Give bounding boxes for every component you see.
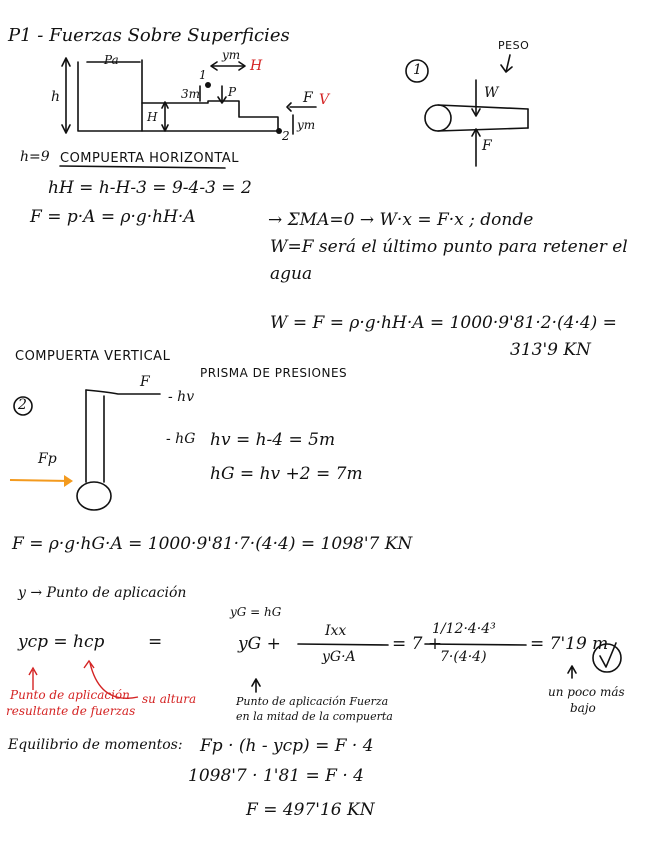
hv-equation: hv = h-4 = 5m — [210, 430, 336, 450]
heading-underline — [60, 166, 225, 168]
frac-denominator: 7·(4·4) — [440, 649, 487, 665]
red-note-1: Punto de aplicación — [10, 688, 130, 702]
force-equation: F = ρ·g·hG·A = 1000·9'81·7·(4·4) = 1098'7 KN — [12, 534, 413, 554]
ycp-lhs: ycp = hcp — [18, 632, 105, 652]
label-point-1: 1 — [199, 68, 207, 82]
ycp-mid: = 7 + — [392, 634, 443, 654]
page-title: P1 - Fuerzas Sobre Superficies — [8, 25, 290, 46]
ycp-rhs: yG + — [238, 634, 281, 654]
frac-numerator: 1/12·4·4³ — [432, 621, 496, 637]
equilibrio-line-1: Fp · (h - ycp) = F · 4 — [200, 736, 374, 756]
note-under-2: en la mitad de la compuerta — [236, 710, 393, 723]
label-circle-1: 1 — [413, 62, 422, 78]
equilibrio-label: Equilibrio de momentos: — [8, 737, 183, 753]
label-v-red: V — [319, 92, 330, 108]
hg-equation: hG = hv +2 = 7m — [210, 464, 363, 484]
label-f: F — [303, 90, 313, 106]
moment-result: 313'9 KN — [510, 340, 591, 360]
label-3m: 3m — [181, 87, 201, 101]
red-note-3: su altura — [142, 692, 197, 706]
right-note-2: bajo — [570, 701, 596, 715]
label-point-2: 2 — [282, 129, 290, 143]
label-peso: PESO — [498, 39, 530, 52]
ycp-equals: = — [148, 632, 163, 652]
vertical-gate-figure — [10, 390, 160, 510]
label-H: H — [147, 110, 158, 124]
force-formula: F = p·A = ρ·g·hH·A — [30, 207, 196, 227]
label-f-vertical: F — [140, 374, 150, 390]
heading-compuerta-vertical: COMPUERTA VERTICAL — [15, 349, 171, 364]
equilibrio-result: F = 497'16 KN — [246, 800, 375, 820]
label-w: W — [484, 85, 499, 101]
moment-line-3: agua — [270, 264, 313, 284]
label-pa: Pa — [104, 53, 119, 67]
moment-line-1: → ΣMA=0 → W·x = F·x ; donde — [268, 210, 534, 230]
label-ym-right: ym — [297, 118, 316, 132]
label-hv: - hv — [168, 389, 195, 405]
label-hg: - hG — [166, 431, 196, 447]
label-h: h — [51, 89, 61, 105]
equilibrio-line-2: 1098'7 · 1'81 = F · 4 — [188, 766, 364, 786]
yg-a: yG·A — [322, 649, 356, 665]
label-fp: Fp — [38, 451, 57, 467]
h-equals-9: h=9 — [20, 149, 50, 165]
heading-compuerta-horizontal: COMPUERTA HORIZONTAL — [60, 151, 239, 166]
label-prisma: PRISMA DE PRESIONES — [200, 366, 348, 380]
label-h-red: H — [250, 58, 263, 74]
right-note-1: un poco más — [548, 685, 625, 699]
moment-line-2: W=F será el último punto para retener el — [270, 237, 628, 257]
moment-line-4: W = F = ρ·g·hH·A = 1000·9'81·2·(4·4) = — [270, 313, 617, 333]
ycp-result: = 7'19 m — [530, 634, 609, 654]
hH-equation: hH = h-H-3 = 9-4-3 = 2 — [48, 178, 252, 198]
note-under-1: Punto de aplicación Fuerza — [236, 695, 389, 708]
yg-hg: yG = hG — [230, 605, 282, 619]
label-f2: F — [482, 138, 492, 154]
gate-figure — [406, 55, 528, 166]
red-note-2: resultante de fuerzas — [6, 704, 136, 718]
y-punto-aplicacion: y → Punto de aplicación — [18, 585, 187, 601]
ixx: Ixx — [325, 623, 347, 639]
label-circle-2: 2 — [18, 397, 27, 413]
label-ym-top: ym — [222, 48, 241, 62]
label-p: P — [228, 85, 237, 99]
